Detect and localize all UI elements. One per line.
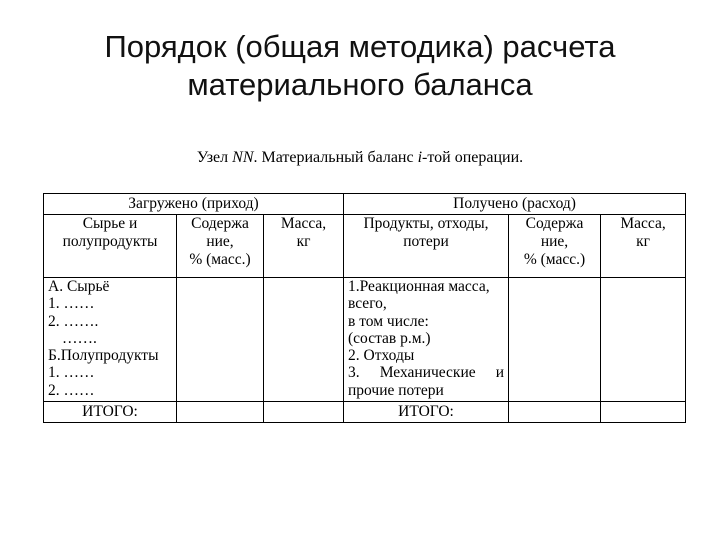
slide-title-line-2: материального баланса xyxy=(187,67,533,102)
income-item: А. Сырьё xyxy=(48,278,110,295)
col-raw-line: Сырье и xyxy=(82,215,138,232)
col-raw-line: полупродукты xyxy=(62,233,158,250)
income-item: 1. …… xyxy=(48,295,95,313)
col-products-line: Продукты, отходы, xyxy=(363,215,489,232)
expense-content-cell xyxy=(509,278,601,402)
expense-items-cell xyxy=(344,278,509,402)
expense-item: (состав р.м.) xyxy=(348,329,431,347)
col-products-line: потери xyxy=(403,233,449,250)
col-content-expense xyxy=(509,215,601,278)
caption-suffix: -той операции. xyxy=(422,149,524,166)
caption-prefix: Узел xyxy=(196,149,233,166)
col-mass-line: кг xyxy=(636,233,650,250)
col-mass-line: Масса, xyxy=(620,215,666,232)
col-mass-line: кг xyxy=(296,233,311,250)
expense-mass-cell xyxy=(601,278,686,402)
expense-item: всего, xyxy=(348,295,387,313)
income-item: 2. …… xyxy=(48,381,95,399)
slide-title-line-1: Порядок (общая методика) расчета xyxy=(104,29,616,64)
col-content-line: Содержа xyxy=(191,215,249,232)
caption-operation-index: i xyxy=(417,149,423,166)
total-income-label: ИТОГО: xyxy=(44,402,177,423)
col-content-line: ние, xyxy=(540,233,569,250)
slide-title xyxy=(0,28,720,104)
col-content-line: ние, xyxy=(206,233,234,250)
caption-node: NN xyxy=(232,149,254,166)
col-content-line: % (масс.) xyxy=(523,251,586,268)
total-income-mass xyxy=(264,402,344,423)
totals-row xyxy=(44,402,686,423)
col-mass-income xyxy=(264,215,344,278)
income-items-cell xyxy=(44,278,177,402)
total-expense-label: ИТОГО: xyxy=(344,402,509,423)
col-mass-line: Масса, xyxy=(280,215,327,232)
material-balance-table xyxy=(43,193,686,423)
col-products xyxy=(344,215,509,278)
col-mass-expense xyxy=(601,215,686,278)
expense-item: прочие потери xyxy=(348,381,444,399)
income-item: Б.Полупродукты xyxy=(48,347,159,365)
expense-item xyxy=(348,364,504,381)
col-content-line: % (масс.) xyxy=(189,251,251,268)
total-expense-content xyxy=(509,402,601,423)
group-header-row xyxy=(44,194,686,215)
income-item: 2. ……. xyxy=(48,312,99,330)
expense-item-part: и xyxy=(495,364,505,382)
income-item: ……. xyxy=(62,329,97,347)
col-content-line: Содержа xyxy=(525,215,584,232)
income-content-cell xyxy=(177,278,264,402)
expense-item-part: Механические xyxy=(379,364,476,382)
expense-item: 2. Отходы xyxy=(348,347,415,365)
total-expense-mass xyxy=(601,402,686,423)
col-content-income xyxy=(177,215,264,278)
column-header-row xyxy=(44,215,686,278)
col-raw-materials xyxy=(44,215,177,278)
income-item: 1. …… xyxy=(48,364,95,382)
expense-header: Получено (расход) xyxy=(344,194,686,215)
expense-item: 1.Реакционная масса, xyxy=(348,278,490,295)
table-body-row xyxy=(44,278,686,402)
table-caption xyxy=(0,149,720,167)
total-income-content xyxy=(177,402,264,423)
income-mass-cell xyxy=(264,278,344,402)
expense-item-part: 3. xyxy=(348,364,360,382)
expense-item: в том числе: xyxy=(348,312,429,330)
caption-middle: . Материальный баланс xyxy=(253,149,418,166)
income-header: Загружено (приход) xyxy=(44,194,344,215)
